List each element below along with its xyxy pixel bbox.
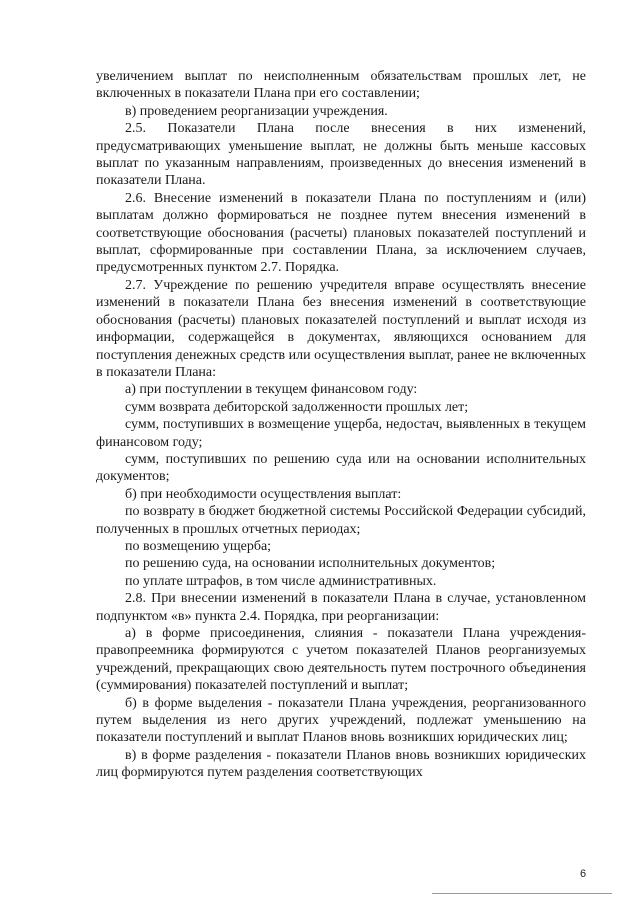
paragraph: по уплате штрафов, в том числе административных. [125,573,437,589]
paragraph: сумм, поступивших по решению суда или на основании исполнительных документов; [96,451,586,485]
paragraph: 2.6. Внесение изменений в показатели Плана по поступлениям и (или) выплатам должно формироваться не позднее путем внесения изменений в соответствующие обоснования (расчеты) плановых показателей поступлений и выплат, сформированные при составлении Плана, за исключением случаев, предусмотренных пунктом 2.7. Порядка. [96,190,586,276]
paragraph: сумм, поступивших в возмещение ущерба, недостач, выявленных в текущем финансовом году; [96,417,586,450]
document-body [96,68,586,782]
paragraph: в) в форме разделения - показатели Планов вновь возникших юридических лиц формируются путем разделения соответствующих [96,747,586,781]
paragraph: сумм возврата дебиторской задолженности прошлых лет; [125,399,469,415]
paragraph: а) в форме присоединения, слияния - показатели Плана учреждения-правопреемника формируются с учетом показателей Планов реорганизуемых учреждений, прекращающих свою деятельность путем построчного объединения (суммирования) показателей поступлений и выплат; [96,626,586,694]
paragraph: в) проведением реорганизации учреждения. [125,103,388,119]
paragraph: по решению суда, на основании исполнительных документов; [125,556,496,572]
page-number: 6 [580,868,587,880]
paragraph: б) в форме выделения - показатели Плана учреждения, реорганизованного путем выделения из него других учреждений, подлежат уменьшению на показатели поступлений и выплат Планов вновь возникших юридических лиц; [96,695,586,746]
paragraph: б) при необходимости осуществления выплат: [125,486,402,502]
paragraph: 2.7. Учреждение по решению учредителя вправе осуществлять внесение изменений в показатели Плана без внесения изменений в соответствующие обоснования (расчеты) плановых показателей поступлений и выплат исходя из информации, содержащейся в документах, являющихся основанием для поступления денежных средств или осуществления выплат, ранее не включенных в показатели Плана: [96,277,586,380]
paragraph: 2.8. При внесении изменений в показатели Плана в случае, установленном подпунктом «в» пункта 2.4. Порядка, при реорганизации: [96,591,586,624]
paragraph: 2.5. Показатели Плана после внесения в них изменений, предусматривающих уменьшение выплат, не должны быть меньше кассовых выплат по указанным направлениям, произведенных до внесения изменений в показатели Плана. [96,121,586,189]
paragraph: а) при поступлении в текущем финансовом году: [125,382,418,398]
footer-divider [432,893,612,894]
paragraph: по возмещению ущерба; [125,538,272,554]
paragraph: по возврату в бюджет бюджетной системы Российской Федерации субсидий, полученных в прошлых отчетных периодах; [96,504,586,537]
paragraph: увеличением выплат по неисполненным обязательствам прошлых лет, не включенных в показатели Плана при его составлении; [96,69,586,102]
